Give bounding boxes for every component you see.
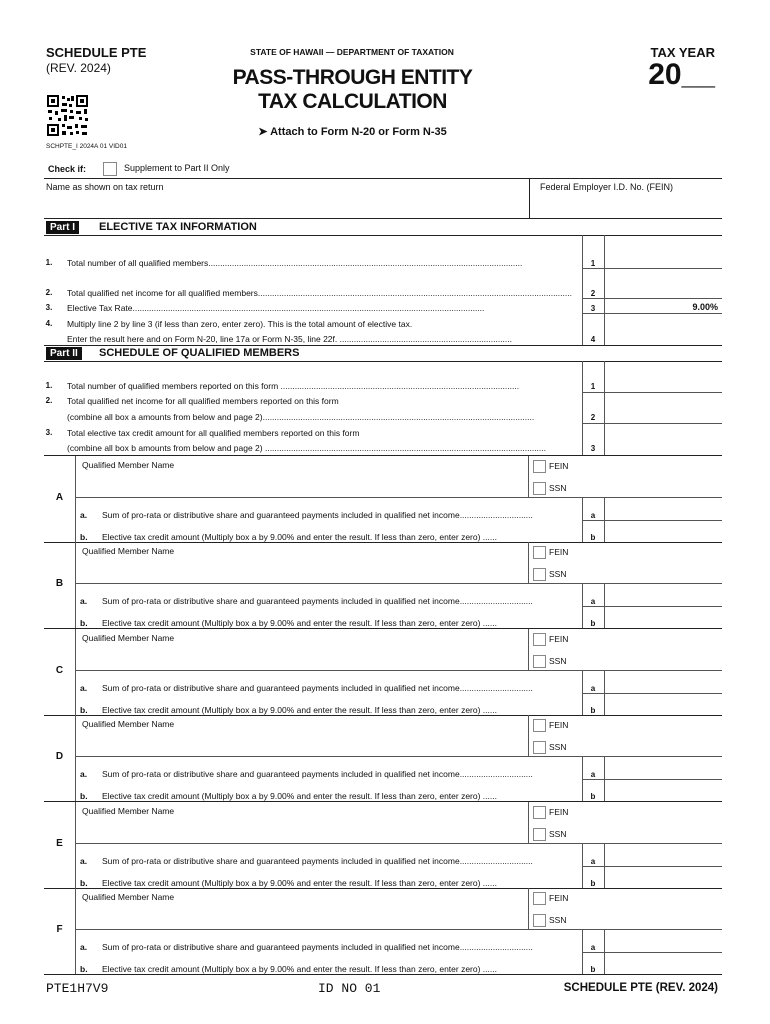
line-a-text: Sum of pro-rata or distributive share and guaranteed payments included in qualified net income............................... — [102, 942, 533, 952]
ssn-checkbox[interactable] — [533, 482, 546, 495]
line-b-letter: b. — [80, 791, 88, 802]
box-a-input[interactable] — [606, 853, 720, 865]
member-name-label: Qualified Member Name — [82, 546, 175, 557]
title-line-2: TAX CALCULATION — [258, 90, 447, 113]
p2-line-text: (combine all box a amounts from below and page 2)................................................................................................................... — [67, 412, 535, 422]
p1-box-num: 1 — [590, 259, 596, 268]
box-a-input[interactable] — [606, 939, 720, 951]
qr-code-icon — [46, 94, 89, 137]
box-b-input[interactable] — [606, 960, 720, 972]
p2-box-num: 1 — [590, 382, 596, 391]
fein-checkbox[interactable] — [533, 546, 546, 559]
ssn-label: SSN — [549, 828, 567, 839]
p2-line-text: (combine all box b amounts from below and page 2) ....................................................................................................................... — [67, 443, 546, 453]
ssn-label: SSN — [549, 655, 567, 666]
ssn-label: SSN — [549, 915, 567, 925]
ssn-label: SSN — [549, 742, 567, 753]
line-a-letter: a. — [80, 596, 88, 607]
supplement-label: Supplement to Part II Only — [124, 163, 230, 173]
fein-checkbox[interactable] — [533, 719, 546, 732]
ssn-label: SSN — [549, 569, 567, 580]
p2-line-text: Total qualified net income for all qualified members reported on this form — [67, 396, 339, 406]
ssn-checkbox[interactable] — [533, 828, 546, 841]
box-a: a — [590, 683, 596, 693]
box-b-input[interactable] — [606, 528, 720, 540]
p1-line2-input[interactable] — [606, 286, 720, 298]
line-b-text: Elective tax credit amount (Multiply box a by 9.00% and enter the result. If less than zero, enter zero) ...... — [102, 964, 497, 974]
box-a: a — [590, 597, 596, 607]
qualified-member-f — [0, 888, 770, 974]
fein-label: FEIN — [549, 893, 569, 903]
p1-line-num: 2. — [45, 288, 53, 297]
p2-line-text: Total number of qualified members reported on this form ..................................................................................................... — [67, 381, 520, 391]
agency: STATE OF HAWAII — DEPARTMENT OF TAXATION — [250, 47, 454, 57]
part1-label: Part I — [46, 221, 79, 234]
p1-line-text: Total number of all qualified members..................................................................................................................................... — [67, 258, 523, 268]
fein-label: FEIN — [549, 806, 569, 817]
box-a-input[interactable] — [606, 593, 720, 605]
fein-checkbox[interactable] — [533, 460, 546, 473]
ssn-checkbox[interactable] — [533, 914, 546, 927]
p2-box-num: 3 — [590, 444, 596, 453]
member-name-input[interactable] — [80, 819, 525, 841]
p2-line2-input[interactable] — [606, 410, 720, 422]
tax-year-value[interactable]: 20__ — [648, 58, 715, 91]
line-b-text: Elective tax credit amount (Multiply box a by 9.00% and enter the result. If less than zero, enter zero) ...... — [102, 704, 497, 715]
p2-line-num: 1. — [45, 381, 53, 390]
id-number: ID NO 01 — [318, 981, 381, 996]
p1-line-text: Total qualified net income for all qualified members..................................................................................................................................... — [67, 288, 572, 298]
member-name-label: Qualified Member Name — [82, 632, 175, 643]
title-line-1: PASS-THROUGH ENTITY — [232, 66, 473, 89]
elective-tax-rate-value: 9.00% — [692, 302, 718, 312]
fein-label: FEIN — [549, 547, 569, 558]
line-a-text: Sum of pro-rata or distributive share and guaranteed payments included in qualified net income............................... — [102, 855, 533, 866]
member-letter: D — [55, 751, 64, 763]
box-b-input[interactable] — [606, 874, 720, 886]
schedule-name: SCHEDULE PTE — [46, 45, 147, 60]
line-a-text: Sum of pro-rata or distributive share and guaranteed payments included in qualified net income............................... — [102, 769, 533, 780]
line-b-letter: b. — [80, 704, 88, 715]
member-name-label: Qualified Member Name — [82, 460, 175, 470]
member-name-input[interactable] — [80, 646, 525, 668]
box-a: a — [590, 511, 596, 520]
revision: (REV. 2024) — [46, 61, 111, 75]
part2-label: Part II — [46, 347, 82, 360]
line-b-letter: b. — [80, 618, 88, 629]
line-a-text: Sum of pro-rata or distributive share and guaranteed payments included in qualified net income............................... — [102, 510, 533, 520]
box-a: a — [590, 856, 596, 866]
p1-line-text: Enter the result here and on Form N-20, line 17a or Form N-35, line 22f. ......................................................................... — [67, 334, 513, 344]
member-name-input[interactable] — [80, 732, 525, 754]
footer-form-name: SCHEDULE PTE (REV. 2024) — [563, 982, 718, 994]
fein-checkbox[interactable] — [533, 633, 546, 646]
part2-title: SCHEDULE OF QUALIFIED MEMBERS — [99, 347, 300, 359]
line-a-text: Sum of pro-rata or distributive share and guaranteed payments included in qualified net income............................... — [102, 596, 533, 607]
line-b-text: Elective tax credit amount (Multiply box a by 9.00% and enter the result. If less than zero, enter zero) ...... — [102, 532, 497, 542]
member-name-label: Qualified Member Name — [82, 892, 175, 902]
member-letter: B — [55, 578, 64, 590]
ssn-checkbox[interactable] — [533, 568, 546, 581]
p1-line4-input[interactable] — [606, 331, 720, 343]
line-b-letter: b. — [80, 877, 88, 888]
box-b-input[interactable] — [606, 614, 720, 626]
box-b: b — [590, 619, 596, 629]
box-b: b — [590, 965, 596, 974]
box-b: b — [590, 792, 596, 802]
box-a-input[interactable] — [606, 766, 720, 778]
name-field[interactable] — [46, 194, 526, 218]
qualified-member-c — [0, 629, 770, 715]
p1-box-num: 3 — [590, 304, 596, 313]
box-a-input[interactable] — [606, 507, 720, 519]
p2-line-text: Total elective tax credit amount for all qualified members reported on this form — [67, 428, 360, 438]
qualified-member-e — [0, 802, 770, 888]
ssn-checkbox[interactable] — [533, 741, 546, 754]
p1-line-num: 1. — [45, 258, 53, 267]
box-a: a — [590, 770, 596, 780]
qualified-member-b — [0, 542, 770, 628]
p2-line-num: 3. — [45, 428, 53, 437]
box-b: b — [590, 878, 596, 888]
member-letter: F — [56, 924, 63, 935]
check-if-label: Check if: — [48, 164, 87, 174]
member-letter: E — [56, 837, 63, 849]
p1-line-num: 4. — [45, 319, 53, 328]
p2-line3-input[interactable] — [606, 441, 720, 453]
p1-box-num: 2 — [590, 289, 596, 298]
p2-box-num: 2 — [590, 413, 596, 422]
ssn-checkbox[interactable] — [533, 655, 546, 668]
tax-year-label: TAX YEAR — [650, 45, 715, 60]
attach-note: ➤ Attach to Form N-20 or Form N-35 — [258, 126, 447, 138]
member-name-input[interactable] — [80, 473, 525, 495]
p2-line-num: 2. — [45, 396, 53, 405]
ssn-label: SSN — [549, 483, 567, 493]
line-b-text: Elective tax credit amount (Multiply box a by 9.00% and enter the result. If less than zero, enter zero) ...... — [102, 618, 497, 629]
supplement-checkbox[interactable] — [103, 162, 117, 176]
form-code: SCHPTE_I 2024A 01 VID01 — [46, 143, 127, 150]
part1-title: ELECTIVE TAX INFORMATION — [99, 221, 257, 233]
fein-checkbox[interactable] — [533, 806, 546, 819]
box-b: b — [590, 705, 596, 715]
line-a-letter: a. — [80, 769, 88, 780]
barcode-code: PTE1H7V9 — [46, 981, 109, 996]
member-name-input[interactable] — [80, 559, 525, 581]
member-name-label: Qualified Member Name — [82, 805, 175, 816]
line-b-text: Elective tax credit amount (Multiply box a by 9.00% and enter the result. If less than zero, enter zero) ...... — [102, 791, 497, 802]
line-a-letter: a. — [80, 682, 88, 693]
name-label: Name as shown on tax return — [46, 182, 164, 192]
p2-line1-input[interactable] — [606, 378, 720, 390]
p1-line-num: 3. — [45, 303, 53, 312]
line-a-letter: a. — [80, 510, 88, 520]
p1-line-text: Multiply line 2 by line 3 (if less than zero, enter zero). This is the total amount of elective tax. — [67, 319, 413, 329]
line-b-letter: b. — [80, 964, 88, 974]
fein-field[interactable] — [532, 194, 722, 218]
member-name-label: Qualified Member Name — [82, 719, 175, 730]
fein-label: Federal Employer I.D. No. (FEIN) — [540, 182, 674, 192]
fein-checkbox[interactable] — [533, 892, 546, 905]
line-a-text: Sum of pro-rata or distributive share and guaranteed payments included in qualified net income............................... — [102, 682, 533, 693]
qualified-member-a — [0, 456, 770, 542]
box-b-input[interactable] — [606, 787, 720, 799]
line-a-letter: a. — [80, 942, 88, 952]
box-b-input[interactable] — [606, 701, 720, 713]
fein-label: FEIN — [549, 633, 569, 644]
line-b-letter: b. — [80, 532, 88, 542]
p1-line-text: Elective Tax Rate..................................................................................................................................................... — [67, 303, 485, 313]
member-letter: C — [55, 664, 64, 676]
box-a-input[interactable] — [606, 680, 720, 692]
qualified-member-d — [0, 715, 770, 801]
box-a: a — [590, 943, 596, 952]
line-b-text: Elective tax credit amount (Multiply box a by 9.00% and enter the result. If less than zero, enter zero) ...... — [102, 877, 497, 888]
fein-label: FEIN — [549, 461, 569, 471]
box-b: b — [590, 533, 596, 542]
member-letter: A — [55, 492, 64, 503]
member-name-input[interactable] — [80, 905, 525, 927]
fein-label: FEIN — [549, 720, 569, 731]
p1-line1-input[interactable] — [606, 255, 720, 267]
p1-box-num: 4 — [590, 335, 596, 344]
line-a-letter: a. — [80, 855, 88, 866]
